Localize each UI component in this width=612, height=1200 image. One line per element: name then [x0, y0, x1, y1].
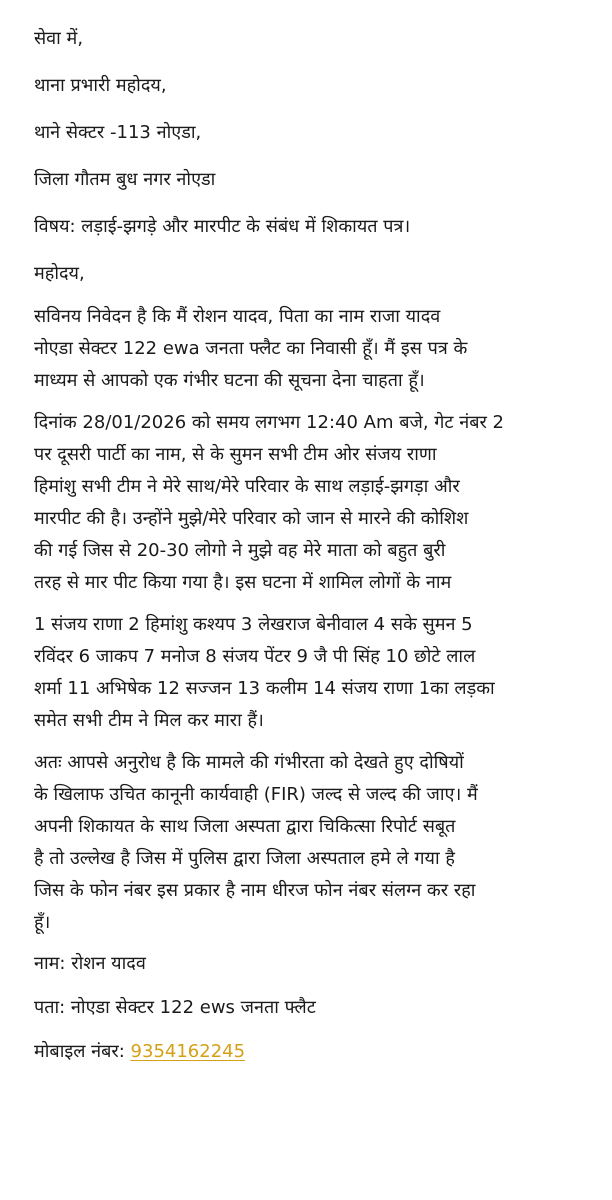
paragraph-line: 1 संजय राणा 2 हिमांशु कश्यप 3 लेखराज बेनीवाल 4 सके सुमन 5	[34, 614, 473, 635]
paragraph-line: हूँ।	[34, 912, 51, 933]
recipient-line-2: थाना प्रभारी महोदय,	[34, 75, 167, 96]
paragraph-line: मारपीट की है। उन्होंने मुझे/मेरे परिवार को जान से मारने की कोशिश	[34, 508, 469, 529]
letter-header	[34, 24, 584, 242]
paragraph-line: शर्मा 11 अभिषेक 12 सज्जन 13 कलीम 14 संजय राणा 1का लड़का	[34, 678, 495, 699]
paragraph-line: है तो उल्लेख है जिस में पुलिस द्वारा जिला अस्पताल हमे ले गया है	[34, 848, 455, 869]
recipient-line-3: थाने सेक्टर -113 नोएडा,	[34, 122, 202, 143]
intro-paragraph	[34, 301, 584, 397]
signature-address: पता: नोएडा सेक्टर 122 ews जनता फ्लैट	[34, 997, 316, 1018]
mobile-number-link[interactable]: 9354162245	[130, 1041, 246, 1062]
mobile-label: मोबाइल नंबर:	[34, 1041, 131, 1062]
paragraph-line: हिमांशु सभी टीम ने मेरे साथ/मेरे परिवार के साथ लड़ाई-झगड़ा और	[34, 476, 460, 497]
salutation: महोदय,	[34, 263, 85, 284]
paragraph-line: के खिलाफ उचित कानूनी कार्यवाही (FIR) जल्द से जल्द की जाए। मैं	[34, 784, 478, 805]
accused-names-paragraph	[34, 609, 584, 737]
subject-line: विषय: लड़ाई-झगड़े और मारपीट के संबंध में शिकायत पत्र।	[34, 216, 411, 237]
paragraph-line: नोएडा सेक्टर 122 ewa जनता फ्लैट का निवासी हूँ। मैं इस पत्र के	[34, 338, 468, 359]
paragraph-line: की गई जिस से 20-30 लोगो ने मुझे वह मेरे माता को बहुत बुरी	[34, 540, 446, 561]
paragraph-line: माध्यम से आपको एक गंभीर घटना की सूचना देना चाहता हूँ।	[34, 370, 425, 391]
paragraph-line: जिस के फोन नंबर इस प्रकार है नाम धीरज फोन नंबर संलग्न कर रहा	[34, 880, 476, 901]
paragraph-line: सविनय निवेदन है कि मैं रोशन यादव, पिता का नाम राजा यादव	[34, 306, 441, 327]
paragraph-line: अतः आपसे अनुरोध है कि मामले की गंभीरता को देखते हुए दोषियों	[34, 752, 464, 773]
request-paragraph	[34, 747, 584, 939]
incident-paragraph	[34, 407, 584, 599]
signature-mobile	[34, 1037, 584, 1067]
paragraph-line: रविंदर 6 जाकप 7 मनोज 8 संजय पेंटर 9 जै पी सिंह 10 छोटे लाल	[34, 646, 476, 667]
paragraph-line: समेत सभी टीम ने मिल कर मारा हैं।	[34, 710, 264, 731]
paragraph-line: तरह से मार पीट किया गया है। इस घटना में शामिल लोगों के नाम	[34, 572, 452, 593]
signature-name: नाम: रोशन यादव	[34, 953, 146, 974]
paragraph-line: दिनांक 28/01/2026 को समय लगभग 12:40 Am बजे, गेट नंबर 2	[34, 412, 505, 433]
recipient-line-1: सेवा में,	[34, 28, 84, 49]
paragraph-line: पर दूसरी पार्टी का नाम, से के सुमन सभी टीम ओर संजय राणा	[34, 444, 437, 465]
signature-block	[34, 949, 584, 1067]
paragraph-line: अपनी शिकायत के साथ जिला अस्पता द्वारा चिकित्सा रिपोर्ट सबूत	[34, 816, 456, 837]
recipient-line-4: जिला गौतम बुध नगर नोएडा	[34, 169, 216, 190]
